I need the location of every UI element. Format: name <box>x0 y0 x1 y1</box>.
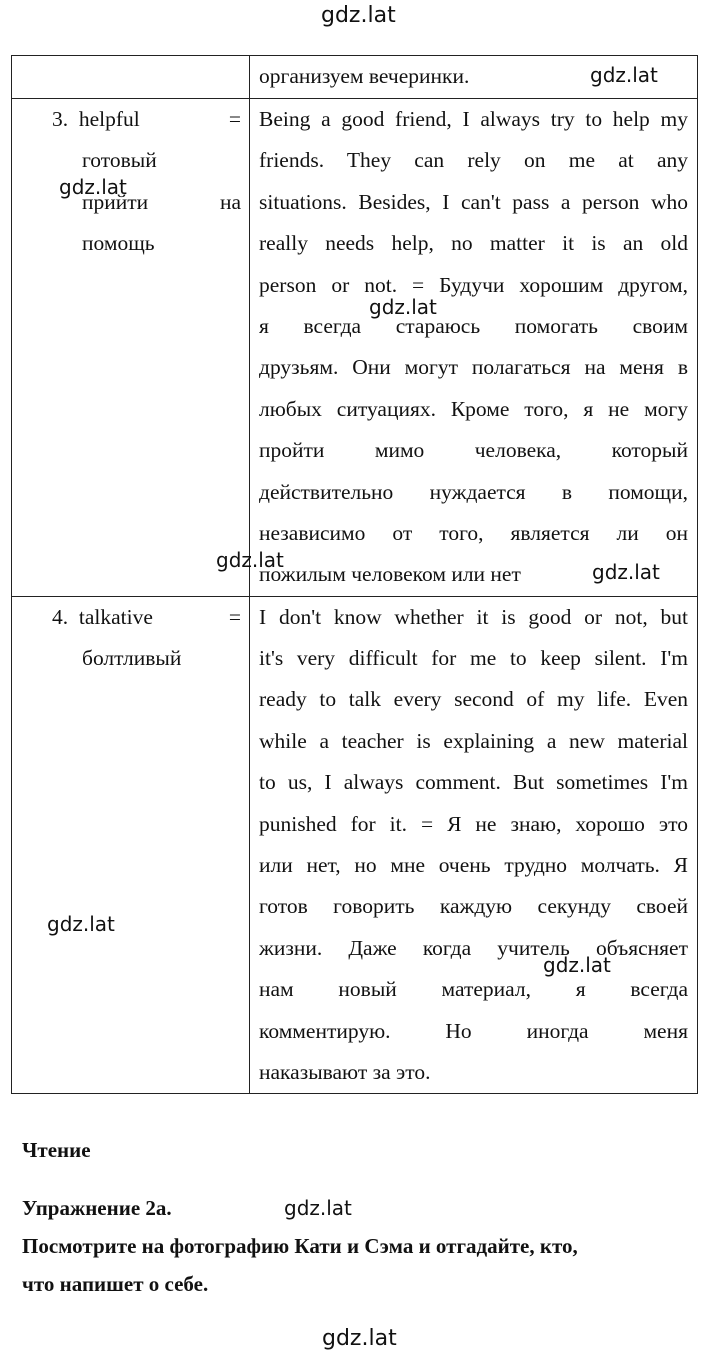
watermark: gdz.lat <box>47 912 115 936</box>
example-cell <box>250 99 698 597</box>
table-row <box>12 99 698 597</box>
watermark-bottom: gdz.lat <box>322 1326 397 1351</box>
watermark: gdz.lat <box>216 548 284 572</box>
example-line: я всегда стараюсь помогать своим <box>259 313 688 338</box>
translation-line: помощь <box>82 231 155 256</box>
watermark: gdz.lat <box>284 1196 352 1220</box>
example-line: действительно нуждается в помощи, <box>259 479 688 504</box>
term-word: helpful <box>78 107 140 131</box>
equals-sign: = <box>228 604 241 629</box>
watermark: gdz.lat <box>543 953 611 977</box>
example-cell <box>250 596 698 1094</box>
example-line: любых ситуациях. Кроме того, я не могу <box>259 396 688 421</box>
example-line: I don't know whether it is good or not, but <box>259 604 688 629</box>
example-line: жизни. Даже когда учитель объясняет <box>259 935 688 960</box>
example-line: Being a good friend, I always try to help my <box>259 107 688 131</box>
term-cell <box>12 56 250 99</box>
example-line: person or not. = Будучи хорошим другом, <box>259 272 688 297</box>
watermark-top: gdz.lat <box>321 3 396 28</box>
example-line: или нет, но мне очень трудно молчать. Я <box>259 853 688 878</box>
translation-line: болтливый <box>82 646 182 671</box>
term-word: talkative <box>78 604 153 629</box>
watermark: gdz.lat <box>369 295 437 319</box>
exercise-title: Упражнение 2а. <box>22 1196 172 1220</box>
watermark: gdz.lat <box>592 560 660 584</box>
example-line: готов говорить каждую секунду своей <box>259 894 688 919</box>
example-line: друзьям. Они могут полагаться на меня в <box>259 355 688 380</box>
example-line: наказывают за это. <box>259 1059 431 1084</box>
section-title: Чтение <box>22 1138 91 1162</box>
example-line: to us, I always comment. But sometimes I'm <box>259 770 688 795</box>
example-line: нам новый материал, я всегда <box>259 977 688 1002</box>
term-number: 3. <box>52 107 69 131</box>
example-line: punished for it. = Я не знаю, хорошо это <box>259 811 688 836</box>
example-line: it's very difficult for me to keep silent. I'm <box>259 646 688 671</box>
term-number: 4. <box>52 604 69 629</box>
task-text-line: что напишет о себе. <box>22 1272 209 1296</box>
watermark: gdz.lat <box>59 175 127 199</box>
term-cell <box>12 596 250 1094</box>
equals-sign: = <box>228 107 241 131</box>
term-line <box>12 597 241 638</box>
example-line: пройти мимо человека, который <box>259 438 688 463</box>
example-line: комментирую. Но иногда меня <box>259 1018 688 1043</box>
example-line: friends. They can rely on me at any <box>259 148 688 173</box>
term-line <box>12 99 241 140</box>
task-text-line: Посмотрите на фотографию Кати и Сэма и отгадайте, кто, <box>22 1234 578 1258</box>
example-line: ready to talk every second of my life. Even <box>259 687 688 712</box>
example-line: really needs help, no matter it is an old <box>259 231 688 256</box>
example-line: организуем вечеринки. <box>259 64 470 88</box>
example-line: while a teacher is explaining a new material <box>259 728 688 753</box>
example-line: пожилым человеком или нет <box>259 562 521 587</box>
watermark: gdz.lat <box>590 63 658 87</box>
translation-line: готовый <box>82 148 157 173</box>
translation-line: прийти на <box>82 189 241 214</box>
table-row <box>12 596 698 1094</box>
example-line: независимо от того, является ли он <box>259 520 688 545</box>
term-cell <box>12 99 250 597</box>
example-line: situations. Besides, I can't pass a person who <box>259 189 688 214</box>
